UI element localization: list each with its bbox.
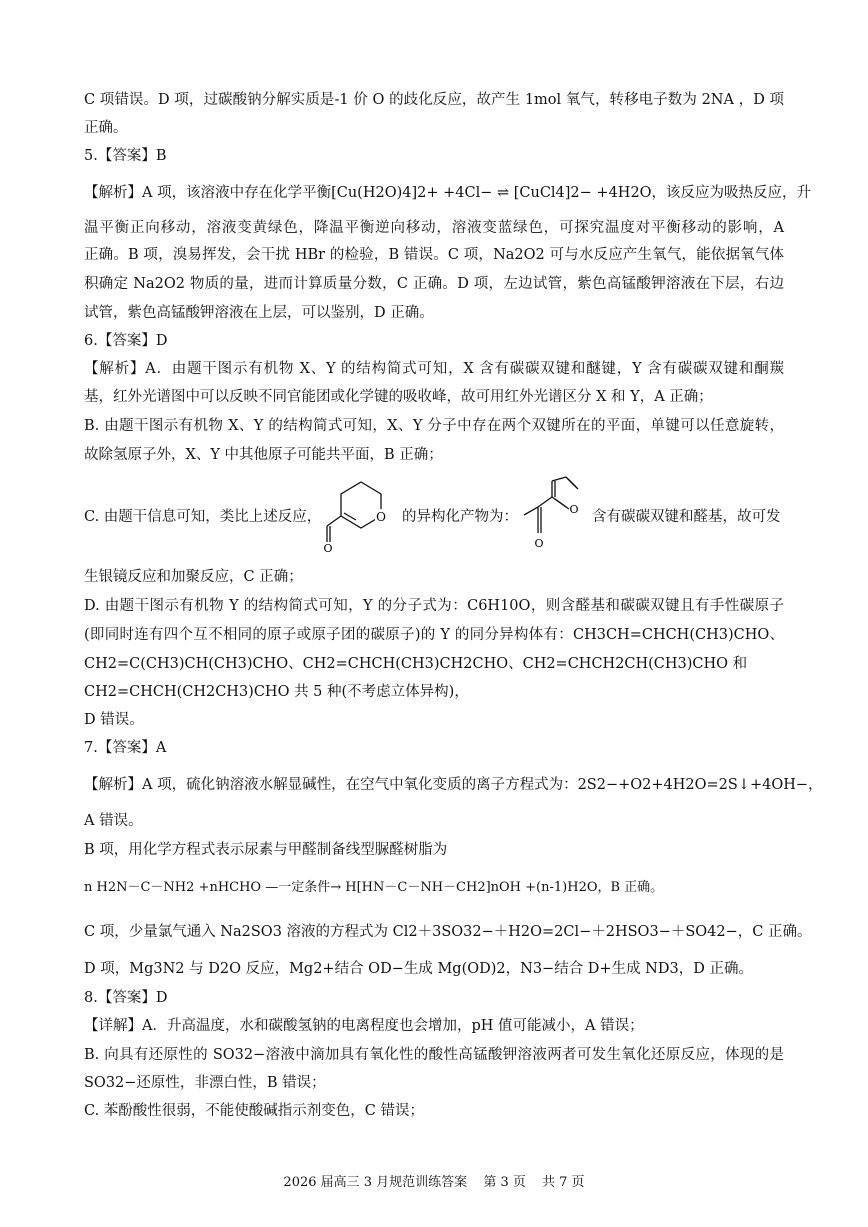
text-line: 含有碳碳双键和醛基，故可发 [592,509,781,525]
text-line: (即同时连有四个互不相同的原子或原子团的碳原子)的 Y 的同分异构体有：CH3CH=CHCH(CH3)CHO、 [84,627,784,643]
equation-line: n H2N－C－NH2 +nHCHO —一定条件→ H[HN－C－NH－CH2]nOH +(n-1)H2O，B 正确。 [84,880,664,895]
text-line: 温平衡正向移动，溶液变黄绿色，降温平衡逆向移动，溶液变蓝绿色，可探究温度对平衡移动的影响，A [84,220,784,236]
text-line: C. 苯酚酸性很弱，不能使酸碱指示剂变色，C 错误； [84,1103,424,1119]
text-line: 【详解】A．升高温度，水和碳酸氢钠的电离程度也会增加，pH 值可能减小，A 错误； [84,1018,644,1034]
text-line: 基，红外光谱图中可以反映不同官能团或化学键的吸收峰，故可用红外光谱区分 X 和 Y，A 正确； [84,389,713,405]
svg-text:O: O [569,503,579,516]
text-line: C 项错误。D 项，过碳酸钠分解实质是-1 价 O 的歧化反应，故产生 1mol 氧气，转移电子数为 2NA ，D 项 [84,92,784,108]
text-line: CH2=C(CH3)CH(CH3)CHO、CH2=CHCH(CH3)CH2CHO、CH2=CHCH2CH(CH3)CHO 和 [84,656,748,672]
text-line: D 项，Mg3N2 与 D2O 反应，Mg2+结合 OD−生成 Mg(OD)2，N3−结合 D+生成 ND3，D 正确。 [84,961,753,977]
footer-page-total: 共 7 页 [542,1175,585,1190]
text-line: 正确。 [84,120,128,136]
svg-text:O: O [323,542,333,555]
text-line: B. 由题干图示有机物 X、Y 的结构简式可知，X、Y 分子中存在两个双键所在的平面，单键可以任意旋转， [84,418,784,434]
answer-heading: 7.【答案】A [84,740,167,756]
text-line: 生银镜反应和加聚反应，C 正确； [84,569,303,585]
text-line: B 项，用化学方程式表示尿素与甲醛制备线型脲醛树脂为 [84,842,448,858]
footer-doc-title: 2026 届高三 3 月规范训练答案 [283,1175,468,1190]
text-line: A 错误。 [84,813,143,829]
text-line: 的异构化产物为： [402,509,518,525]
text-line: CH2=CHCH(CH2CH3)CHO 共 5 种(不考虑立体异构)， [84,684,469,700]
text-line: 试管，紫色高锰酸钾溶液在上层，可以鉴别，D 正确。 [84,305,434,321]
text-line: C. 由题干信息可知，类比上述反应， [84,509,322,525]
page-footer [0,1171,868,1190]
footer-page-number: 第 3 页 [483,1175,526,1190]
text-line: SO32−还原性，非漂白性，B 错误； [84,1075,326,1091]
svg-text:O: O [376,510,386,524]
svg-text:O: O [534,537,544,550]
text-line: B. 向具有还原性的 SO32−溶液中滴加具有氧化性的酸性高锰酸钾溶液两者可发生氧化还原反应，体现的是 [84,1047,784,1063]
text-line: 积确定 Na2O2 物质的量，进而计算质量分数，C 正确。D 项，左边试管，紫色高锰酸钾溶液在下层，右边 [84,276,784,292]
text-line: 【解析】A．由题干图示有机物 X、Y 的结构简式可知，X 含有碳碳双键和醚键，Y 含有碳碳双键和酮羰 [84,361,784,377]
text-line: 【解析】A 项，硫化钠溶液水解显碱性，在空气中氧化变质的离子方程式为：2S2−+O2+4H2O=2S↓+4OH−， [84,777,823,793]
reactant-structure [323,468,397,555]
answer-heading: 8.【答案】D [84,990,168,1006]
text-line: D 错误。 [84,712,144,728]
text-line: 故除氢原子外，X、Y 中其他原子可能共平面，B 正确； [84,447,443,463]
text-line: C 项，少量氯气通入 Na2SO3 溶液的方程式为 Cl2＋3SO32−＋H2O=2Cl−＋2HSO3−＋SO42−，C 正确。 [84,924,812,940]
text-line: 【解析】A 项，该溶液中存在化学平衡[Cu(H2O)4]2+ +4Cl− ⇌ [CuCl4]2− +4H2O，该反应为吸热反应，升 [84,185,812,201]
text-line: D. 由题干图示有机物 Y 的结构简式可知，Y 的分子式为：C6H10O，则含醛基和碳碳双键且有手性碳原子 [84,598,784,614]
answer-heading: 5.【答案】B [84,148,167,164]
product-structure [520,475,590,553]
text-line: 正确。B 项，溴易挥发，会干扰 HBr 的检验，B 错误。C 项，Na2O2 可与水反应产生氧气，能依据氧气体 [84,247,784,263]
answer-heading: 6.【答案】D [84,333,168,349]
